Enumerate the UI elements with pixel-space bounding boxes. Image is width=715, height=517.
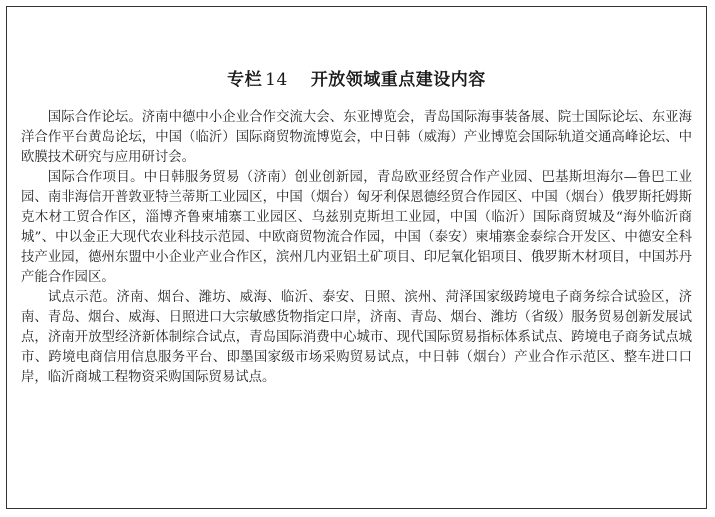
column-title-text: 开放领域重点建设内容 — [310, 70, 486, 90]
paragraph-projects: 国际合作项目。中日韩服务贸易（济南）创业创新园，青岛欧亚经贸合作产业园、巴基斯坦海尔—鲁巴工业园、南非海信开普敦亚特兰蒂斯工业园区，中国（烟台）匈牙利保恩德经贸合作园区、中国（烟台）俄罗斯托姆斯克木材工贸合作区，淄博齐鲁柬埔寨工业园区、乌兹别克斯坦工业园，中国（临沂）国际商贸城及“海外临沂商城”、中以金正大现代农业科技示范园、中欧商贸物流合作园，中国（泰安）柬埔寨金泰综合开发区、中德安全科技产业园，德州东盟中小企业产业合作区，滨州几内亚铝土矿项目、印尼氧化铝项目、俄罗斯木材项目，中国苏丹产能合作园区。 — [21, 170, 692, 285]
column-title — [7, 65, 706, 90]
column-title-prefix: 专栏 — [227, 70, 263, 90]
column-content — [21, 108, 692, 388]
column-title-number: 14 — [265, 70, 288, 90]
paragraph-forums: 国际合作论坛。济南中德中小企业合作交流大会、东亚博览会，青岛国际海事装备展、院士国际论坛、东亚海洋合作平台黄岛论坛，中国（临沂）国际商贸物流博览会，中日韩（威海）产业博览会国际轨道交通高峰论坛、中欧膜技术研究与应用研讨会。 — [21, 110, 692, 165]
paragraph-pilots: 试点示范。济南、烟台、潍坊、威海、临沂、泰安、日照、滨州、菏泽国家级跨境电子商务综合试验区，济南、青岛、烟台、威海、日照进口大宗敏感货物指定口岸，济南、青岛、烟台、潍坊（省级）服务贸易创新发展试点，济南开放型经济新体制综合试点，青岛国际消费中心城市、现代国际贸易指标体系试点、跨境电子商务试点城市、跨境电商信用信息服务平台、即墨国家级市场采购贸易试点，中日韩（烟台）产业合作示范区、整车进口口岸，临沂商城工程物资采购国际贸易试点。 — [21, 290, 692, 385]
column-box — [6, 6, 707, 509]
